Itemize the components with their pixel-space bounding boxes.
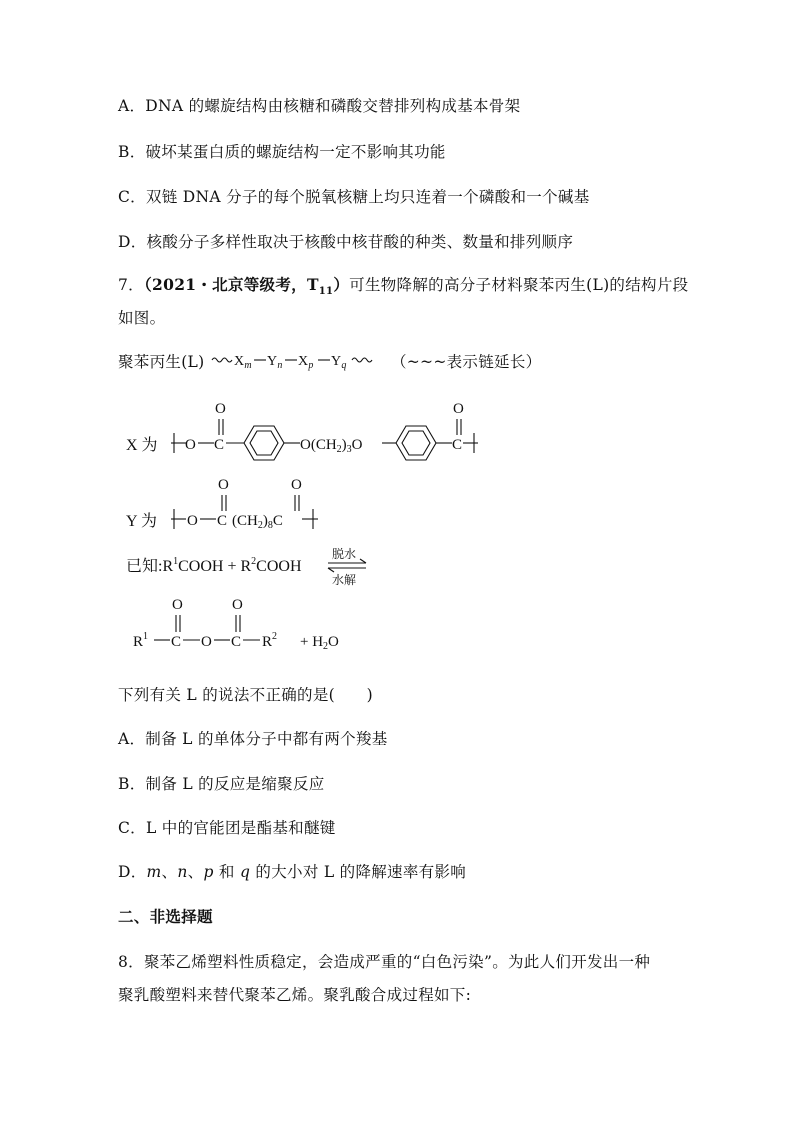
arrow-bottom-label: 水解	[332, 573, 357, 587]
svg-text:Yq: $Y_q$	[330, 354, 347, 371]
svg-text:(CH2)8C: $(CH_2)_8C$	[232, 513, 283, 531]
section-title: 二、非选择题	[118, 907, 213, 926]
x-label: X 为	[126, 437, 158, 454]
q6-option-a: A．DNA 的螺旋结构由核糖和磷酸交替排列构成基本骨架	[118, 97, 521, 115]
y-structure	[171, 477, 318, 531]
svg-text:R2: $R^2$	[262, 631, 278, 650]
svg-text:Xm: $X_m$	[233, 354, 252, 371]
polymer-chain-formula	[210, 351, 386, 371]
svg-text:O: O	[215, 401, 226, 417]
q7-question: 下列有关 L 的说法不正确的是( )	[118, 686, 373, 704]
chain-note: （~~~表示链延长）	[390, 353, 542, 371]
q6-option-c: C．双链 DNA 分子的每个脱氧核糖上均只连着一个磷酸和一个碱基	[118, 188, 590, 206]
svg-text:O: O	[187, 513, 198, 529]
q7-option-c: C．L 中的官能团是酯基和醚键	[118, 819, 336, 837]
q7-stem-text: 可生物降解的高分子材料聚苯丙生(L)的结构片段	[349, 276, 689, 294]
svg-text:O: O	[291, 477, 302, 493]
q7-option-a: A．制备 L 的单体分子中都有两个羧基	[118, 730, 388, 748]
svg-text:O: O	[172, 597, 183, 613]
structure-diagram	[0, 395, 794, 695]
svg-text:O: O	[453, 401, 464, 417]
x-structure	[171, 401, 478, 460]
svg-text:C: C	[452, 437, 463, 453]
q8-line1: 8．聚苯乙烯塑料性质稳定，会造成严重的“白色污染”。为此人们开发出一种	[118, 953, 651, 971]
known-reaction: 已知$:R^1COOH$ + $R^2COOH$	[126, 556, 302, 575]
svg-text:R1: $R^1$	[133, 631, 149, 650]
svg-text:C: C	[217, 513, 228, 529]
reversible-arrow	[328, 546, 366, 587]
q7-stem-cont: 如图。	[118, 309, 166, 327]
svg-text:O(CH2)3O: $O(CH_2)_3O$	[300, 437, 363, 455]
q6-option-d: D．核酸分子多样性取决于核酸中核苷酸的种类、数量和排列顺序	[118, 233, 574, 251]
svg-text:O: O	[218, 477, 229, 493]
q8-line2: 聚乳酸塑料来替代聚苯乙烯。聚乳酸合成过程如下:	[118, 986, 472, 1004]
q7-option-b: B．制备 L 的反应是缩聚反应	[118, 775, 325, 793]
q7-stem	[118, 273, 688, 297]
q7-source: （2021・北京等级考，$T_{11}$）	[143, 275, 350, 298]
q7-option-d: D．m、n、p 和 q 的大小对 L 的降解速率有影响	[118, 863, 467, 881]
svg-text:C: C	[171, 634, 182, 650]
anhydride-product	[133, 597, 339, 652]
svg-text:O: O	[201, 634, 212, 650]
q7-number: 7．	[118, 276, 144, 294]
y-label: Y 为	[126, 513, 157, 530]
q6-option-b: B．破坏某蛋白质的螺旋结构一定不影响其功能	[118, 143, 446, 161]
arrow-top-label: 脱水	[332, 547, 357, 561]
svg-text:Yn: $Y_n$	[266, 354, 283, 371]
polymer-name: 聚苯丙生(L)	[118, 353, 205, 371]
svg-text:O: O	[232, 597, 243, 613]
svg-text:O: O	[185, 437, 196, 453]
svg-text:C: C	[231, 634, 242, 650]
q7-polymer-line	[118, 350, 541, 372]
known-prefix: 已知:R	[126, 558, 174, 575]
svg-text:+ H2O: + $H_2O$	[300, 634, 339, 652]
svg-text:C: C	[214, 437, 225, 453]
svg-text:Xp: $X_p$	[297, 354, 314, 371]
